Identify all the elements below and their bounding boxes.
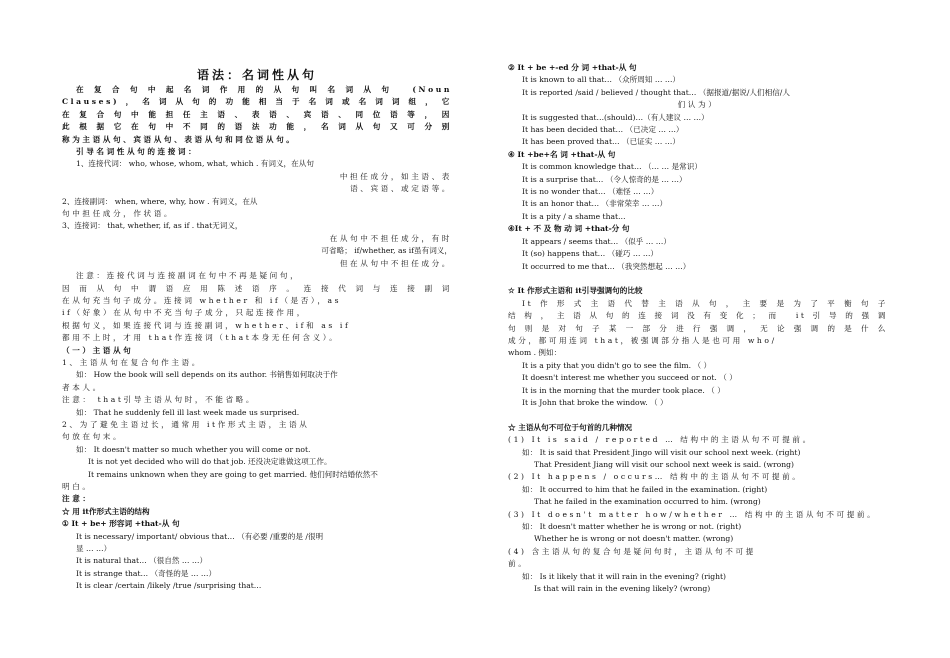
text-line: （一）主语从句 [62,345,134,355]
text-line: (3) It doesn't matter how/whether … 结构中的主语从句不可提前。 [508,509,878,519]
text-line: 显 … …） [76,544,112,554]
text-line: 在复合句中起名词作用的从句叫名词从句 (Noun [76,85,452,94]
text-line: It is a pity / a shame that… [522,211,626,221]
text-line: Clauses)，名词从句的功能相当于名词或名词词组，它 [62,97,452,107]
text-line: It occurred to me that… （我突然想起 … …） [522,261,691,271]
text-line: 因而从句中谓语应用陈述语序。连接代词与连接副词 [62,283,452,293]
right-column [508,62,888,595]
text-line: 如： It doesn't matter so much whether you will come or not. [76,444,311,454]
text-line: That he failed in the examination occurred to him. (wrong) [534,497,761,507]
text-line: 明白。 [62,482,93,491]
text-line: It appears / seems that… （似乎 … …） [522,236,671,246]
text-line: 句中担任成分，作状语。 [62,209,175,219]
text-line: 如： How the book will sell depends on its author. 书销售如何取决于作 [76,370,338,380]
page-title: 语法：名词性从句 [196,68,317,82]
text-line: 此根据它在句中不同的语法功能，名词从句又可分别 [62,122,452,132]
text-line: 在从句充当句子成分。连接词 whether 和 if（是否），as [62,295,342,305]
text-line: ☆ 主语从句不可位于句首的几种情况 [508,422,633,432]
text-line: It作形式主语代替主语从句，主要是为了平衡句子 [522,298,888,308]
text-line: That President Jiang will visit our school next week is said. (wrong) [534,460,794,469]
text-line: 如： Is it likely that it will rain in the evening? (right) [522,571,727,581]
text-line: ☆ 用 it作形式主语的结构 [62,506,150,516]
text-line: Is that will rain in the evening likely? (wrong) [534,584,711,594]
text-line: ② It + be +-ed 分 词 +that-从 句 [508,63,637,72]
text-line: 注意：连接代词与连接副词在句中不再是疑问句， [76,271,301,281]
text-line: ① It + be+ 形容词 +that-从 句 [62,519,180,529]
text-line: It is no wonder that… （难怪 … …） [522,187,659,197]
text-line: 如： It doesn't matter whether he is wrong or not. (right) [522,522,742,532]
text-line: It remains unknown when they are going to get married. 他们何时结婚依然不 [88,469,378,479]
column-spacer [62,62,452,84]
text-line: 如： It is said that President Jingo will visit our school next week. (right) [522,447,801,457]
text-line: 3、连接词： that, whether, if, as if . that无词义， [62,221,243,231]
text-line: 2、连接副词： when, where, why, how . 有词义，在从 [62,196,258,206]
text-line: 中担任成分，如主语、表 [339,171,452,181]
text-line: 语、宾语、或定语等。 [350,184,452,194]
text-line: It is known to all that… （众所周知 … …） [522,75,681,85]
text-line: 者本人。 [62,382,103,392]
text-line: It is a surprise that… （令人惊奇的是 … …） [522,174,687,184]
text-line [508,273,888,285]
text-line: It is reported /said / believed / thought that… （据报道/据说/人们相信/人 [522,87,790,97]
text-line: 在从句中不担任成分，有时 [329,233,452,243]
text-line: 2、为了避免主语过长，通常用 it作形式主语，主语从 [62,419,310,429]
text-line: It is in the morning that the murder took place. （ ） [522,385,725,395]
text-line: ☆ It 作形式主语和 it引导强调句的比较 [508,286,643,296]
text-line: 句放在句末。 [62,432,124,442]
text-line: It is clear /certain /likely /true /surprising that… [76,581,262,591]
text-line: 成分，都可用连词 that，被强调部分指人是也可用 who/ [508,335,777,345]
text-line: It has been decided that… （已决定 … …） [522,125,684,135]
text-line: 引导名词性从句的连接词： [76,147,199,157]
text-line: 在复合句中能担任主语、表语、宾语、同位语等，因 [62,109,452,119]
text-line: 句则是对句子某一部分进行强调，无论强调的是什么 [508,323,888,333]
text-line: ④It + 不 及 物 动 词 +that-分 句 [508,224,630,234]
text-line: 但在从句中不担任成分。 [339,258,452,268]
text-line: It is common knowledge that… （… … 是常识） [522,162,702,172]
text-line: 注意： that引导主语从句时，不能省略。 [62,395,257,405]
text-line: 们认为） [677,100,719,110]
text-line: (2) It happens / occurs… 结构中的主语从句不可提前。 [508,472,803,482]
text-line: 注意： [62,494,93,504]
text-line: It is suggested that…(should)…（有人建议 … …） [522,112,709,122]
text-line: Whether he is wrong or not doesn't matter. (wrong) [534,534,734,544]
text-line: 可省略； if/whether, as if虽有词义， [321,246,452,256]
text-line: It is natural that… （很自然 … …） [76,556,208,566]
text-line: It is a pity that you didn't go to see the film. （ ） [522,360,712,370]
text-line: 前。 [508,559,529,569]
text-line: 都用不上时，才用 that作连接词（that本身无任何含义）。 [62,333,340,343]
text-line [508,409,888,421]
text-line: ④ It +be+名 词 +that-从 句 [508,149,616,159]
text-line: (1) It is said / reported … 结构中的主语从句不可提前。 [508,435,813,445]
text-line: (4) 含主语从句的复合句是疑问句时，主语从句不可提 [508,546,756,556]
text-line: 结构，主语从句的连接词没有变化；而 it引导的强调 [508,311,888,321]
text-line: It (so) happens that… （碰巧 … …） [522,249,659,259]
text-line: if（好象）在从句中不充当句子成分，只起连接作用， [62,308,307,318]
left-column [62,62,452,593]
text-line: 1、主语从句在复合句作主语。 [62,357,202,367]
text-line: 如： It occurred to him that he failed in the examination. (right) [522,484,768,494]
text-line: It is necessary/ important/ obvious that… （有必要 /重要的是 /很明 [76,531,324,541]
text-line: It has been proved that… （已证实 … …） [522,137,680,147]
text-line: It doesn't interest me whether you succeed or not. （ ） [522,373,737,383]
text-line: 1、连接代词： who, whose, whom, what, which . 有词义，在从句 [76,159,314,169]
text-line: whom . 例如： [508,348,562,358]
text-line: 称为主语从句、宾语从句、表语从句和同位语从句。 [62,134,297,144]
text-line: 如： That he suddenly fell ill last week made us surprised. [76,407,300,417]
text-line: It is strange that… （奇怪的是 … …） [76,568,217,578]
text-line: 根据句义，如果连接代词与连接副词，whether、if和 as if [62,320,351,330]
text-line: It is not yet decided who will do that job. 还没决定谁做这项工作。 [88,457,332,467]
text-line: It is John that broke the window. （ ） [522,397,668,407]
text-line: It is an honor that… （非常荣幸 … …） [522,199,668,209]
